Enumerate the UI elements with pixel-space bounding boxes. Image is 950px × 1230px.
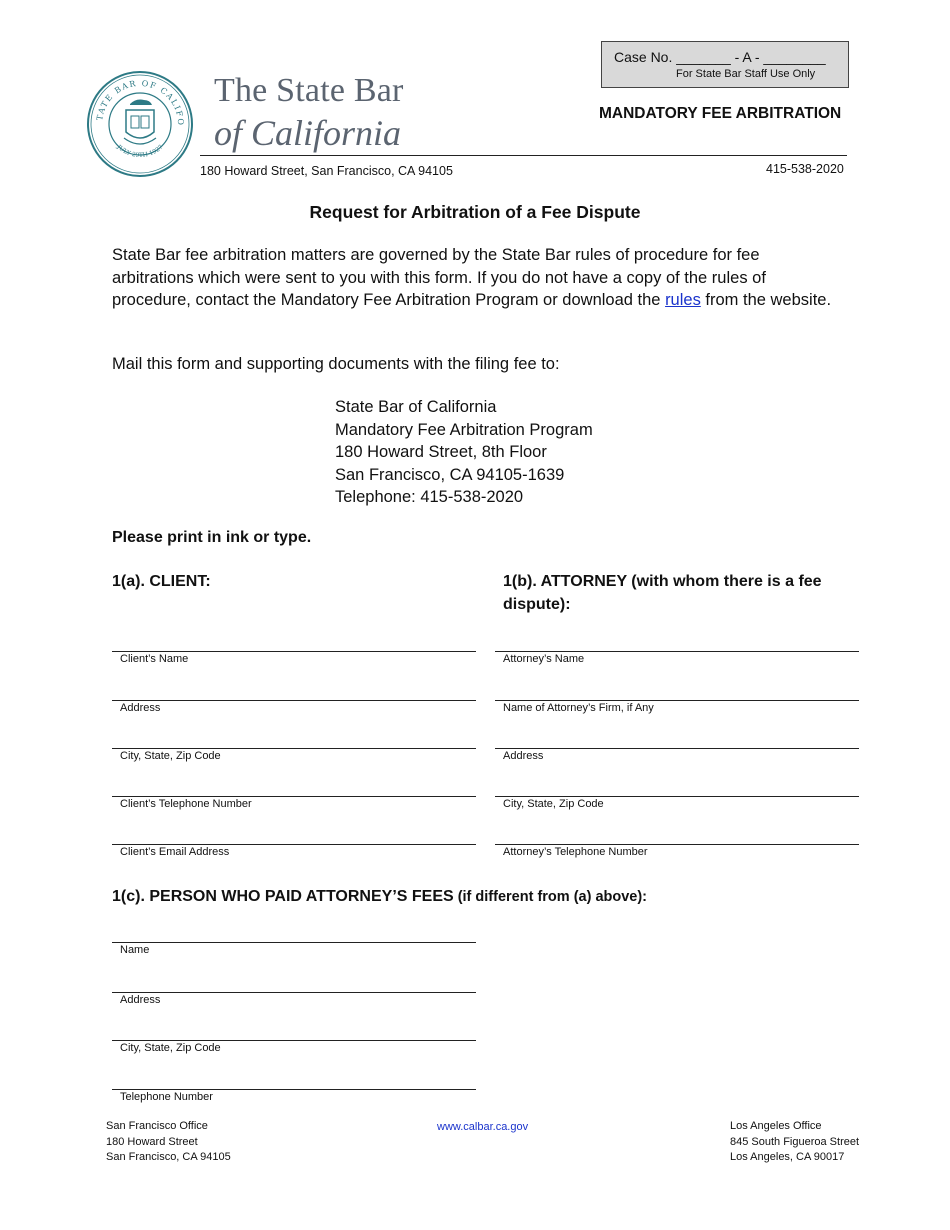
print-note: Please print in ink or type.: [112, 529, 312, 546]
mail-address-line: Mandatory Fee Arbitration Program: [335, 420, 593, 439]
intro-paragraph: [112, 244, 832, 312]
payer-section-heading: [112, 885, 647, 909]
field-label: Address: [120, 994, 161, 1006]
attorney-heading-line: 1(b). ATTORNEY (with whom there is a fee: [503, 573, 822, 590]
footer-line: San Francisco Office: [106, 1120, 208, 1132]
field-label: Client’s Email Address: [120, 846, 230, 858]
client-city-field[interactable]: [112, 748, 476, 762]
attorney-city-field[interactable]: [495, 796, 859, 810]
header-divider: [200, 155, 847, 156]
website-link[interactable]: www.calbar.ca.gov: [437, 1121, 529, 1133]
field-label: Name of Attorney’s Firm, if Any: [503, 702, 654, 714]
mail-address-line: San Francisco, CA 94105-1639: [335, 465, 565, 484]
field-label: Address: [120, 702, 161, 714]
state-bar-seal-icon: [86, 70, 194, 178]
client-email-field[interactable]: [112, 844, 476, 858]
attorney-address-field[interactable]: [495, 748, 859, 762]
payer-name-field[interactable]: [112, 942, 476, 956]
program-title: MANDATORY FEE ARBITRATION: [599, 105, 842, 122]
footer-line: San Francisco, CA 94105: [106, 1151, 231, 1163]
payer-heading-note: (if different from (a) above):: [453, 889, 648, 905]
field-label: Name: [120, 944, 150, 956]
intro-text-start: State Bar fee arbitration matters are governed by the State Bar rules of procedure for fee arbitrations which were sent to you with this form. If you do not have a copy of the rules of procedure, contact the Mandatory Fee Arbitration Program or download the: [112, 246, 766, 309]
field-label: Client’s Telephone Number: [120, 798, 252, 810]
svg-text:THE STATE BAR OF CALIFORNIA: TATE BAR OF CALIFO: [95, 78, 186, 127]
rules-link[interactable]: rules: [665, 291, 701, 309]
mail-address-line: 180 Howard Street, 8th Floor: [335, 443, 547, 462]
case-number-label: Case No. _______ - A - ________: [614, 49, 826, 65]
svg-text:JULY 29TH 1927: JULY 29TH 1927: [115, 143, 165, 159]
field-label: City, State, Zip Code: [503, 798, 604, 810]
attorney-heading-line: dispute):: [503, 596, 571, 613]
footer-line: Los Angeles, CA 90017: [730, 1151, 845, 1163]
client-phone-field[interactable]: [112, 796, 476, 810]
mailing-address: [335, 396, 593, 509]
payer-city-field[interactable]: [112, 1040, 476, 1054]
case-number-box: [601, 41, 849, 88]
mail-address-line: State Bar of California: [335, 398, 497, 416]
client-section-heading: 1(a). CLIENT:: [112, 573, 211, 590]
attorney-firm-field[interactable]: [495, 700, 859, 714]
header-phone: 415-538-2020: [766, 162, 844, 176]
client-address-field[interactable]: [112, 700, 476, 714]
intro-text-end: from the website.: [700, 291, 832, 309]
payer-heading-main: 1(c). PERSON WHO PAID ATTORNEY’S FEES: [112, 888, 454, 905]
footer-sf-office: [106, 1119, 231, 1166]
client-name-field[interactable]: [112, 651, 476, 665]
mail-instruction: Mail this form and supporting documents with the filing fee to:: [112, 355, 560, 373]
payer-phone-field[interactable]: [112, 1089, 476, 1103]
footer-line: 845 South Figueroa Street: [730, 1135, 860, 1148]
attorney-section-heading: [503, 570, 822, 616]
footer-line: 180 Howard Street: [106, 1135, 198, 1148]
case-number-note: For State Bar Staff Use Only: [676, 68, 816, 80]
header-address: 180 Howard Street, San Francisco, CA 94105: [200, 164, 453, 178]
logo-title: The State Bar: [214, 72, 404, 109]
footer-la-office: [730, 1119, 859, 1166]
logo-subtitle: of California: [214, 113, 402, 153]
payer-address-field[interactable]: [112, 992, 476, 1006]
mail-address-line: Telephone: 415-538-2020: [335, 488, 524, 507]
field-label: City, State, Zip Code: [120, 750, 221, 762]
page-title: Request for Arbitration of a Fee Dispute: [309, 202, 641, 222]
field-label: Client’s Name: [120, 653, 189, 665]
attorney-name-field[interactable]: [495, 651, 859, 665]
field-label: City, State, Zip Code: [120, 1042, 221, 1054]
footer-line: Los Angeles Office: [730, 1120, 822, 1132]
field-label: Attorney’s Name: [503, 653, 585, 665]
attorney-phone-field[interactable]: [495, 844, 859, 858]
field-label: Attorney’s Telephone Number: [503, 846, 648, 858]
field-label: Telephone Number: [120, 1091, 213, 1103]
field-label: Address: [503, 750, 544, 762]
